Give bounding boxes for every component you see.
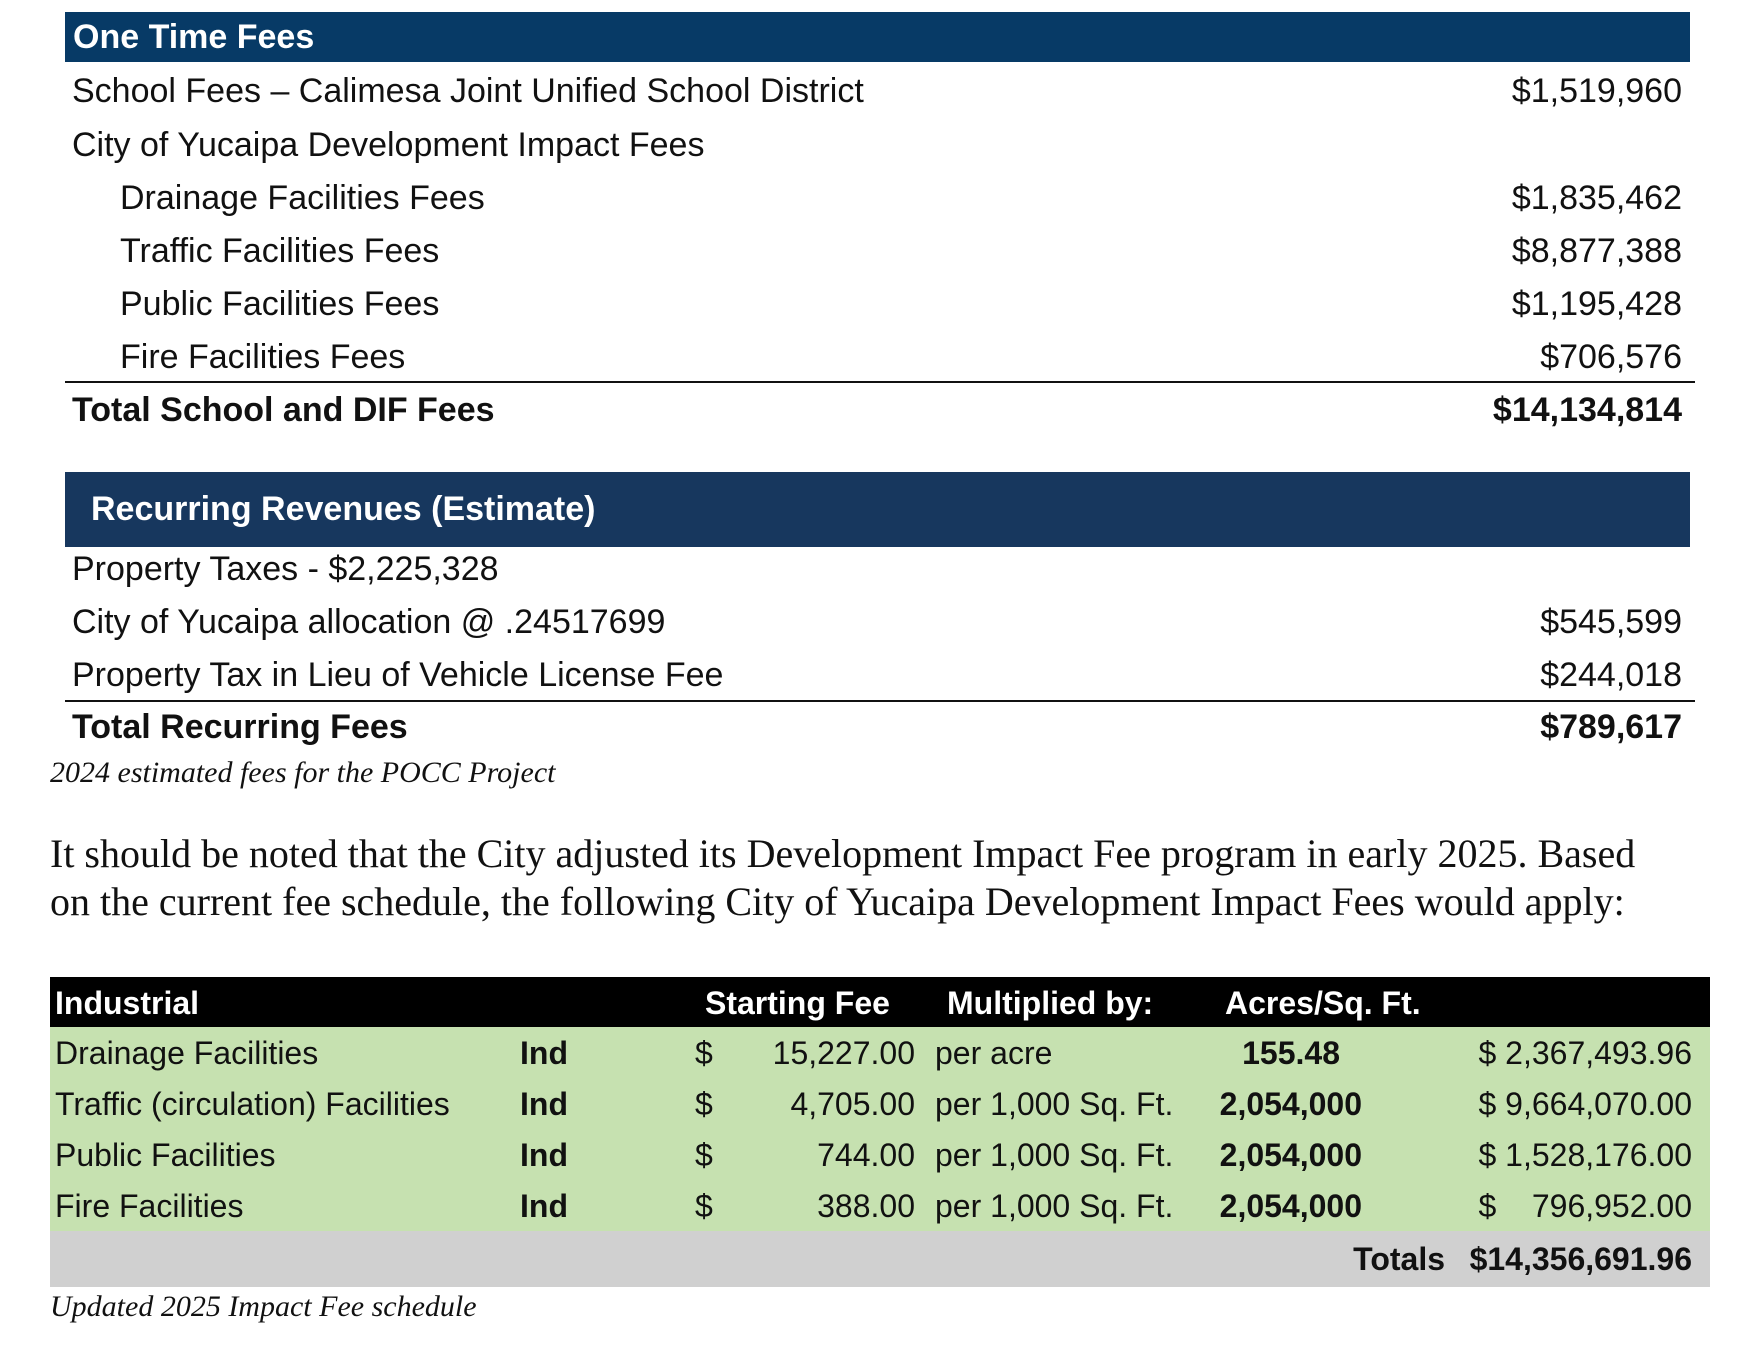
- fee-starting: 15,227.00: [772, 1035, 915, 1071]
- fee-row-total: [72, 391, 1682, 435]
- totals-amount: $14,356,691.96: [1469, 1241, 1692, 1277]
- fee-total: $ 1,528,176.00: [1478, 1137, 1692, 1173]
- row-label: Public Facilities Fees: [120, 285, 440, 323]
- fee-unit: per 1,000 Sq. Ft.: [935, 1188, 1174, 1224]
- fee-qty: 155.48: [1242, 1035, 1340, 1071]
- fee-name: Fire Facilities: [55, 1188, 244, 1224]
- row-amount: $1,519,960: [1511, 72, 1682, 110]
- fee-qty: 2,054,000: [1219, 1086, 1362, 1122]
- table-row: [50, 1078, 1710, 1129]
- fee-type: Ind: [520, 1137, 568, 1173]
- recurring-header: [65, 472, 1690, 547]
- recurring-row-total: [72, 708, 1682, 752]
- totals-label: Totals: [1353, 1241, 1445, 1277]
- row-amount: $244,018: [1540, 656, 1682, 694]
- fee-starting: 744.00: [817, 1137, 915, 1173]
- recurring-row-allocation: [72, 603, 1682, 647]
- row-label: School Fees – Calimesa Joint Unified School District: [72, 72, 864, 110]
- row-label: Fire Facilities Fees: [120, 338, 406, 376]
- total-label: Total Recurring Fees: [72, 708, 408, 746]
- row-amount: $545,599: [1540, 603, 1682, 641]
- fee-row-dif-heading: [72, 126, 1682, 170]
- row-label: City of Yucaipa Development Impact Fees: [72, 126, 705, 164]
- fee-type: Ind: [520, 1035, 568, 1071]
- recurring-row-vlf: [72, 656, 1682, 700]
- fee-starting: 4,705.00: [790, 1086, 915, 1122]
- fee-starting: 388.00: [817, 1188, 915, 1224]
- table-row: [50, 1180, 1710, 1231]
- row-amount: $8,877,388: [1511, 232, 1682, 270]
- fee-total: $ 2,367,493.96: [1478, 1035, 1692, 1071]
- fee-row-fire: [120, 338, 1682, 382]
- fee-dollar: $: [695, 1035, 713, 1071]
- impact-fee-table: [50, 977, 1710, 1287]
- total-divider: [65, 381, 1695, 383]
- recurring-row-property-taxes: [72, 550, 1682, 594]
- row-label: Traffic Facilities Fees: [120, 232, 440, 270]
- row-amount: $1,835,462: [1511, 179, 1682, 217]
- one-time-fees-title: One Time Fees: [73, 18, 315, 56]
- row-amount: $706,576: [1540, 338, 1682, 376]
- row-label: Drainage Facilities Fees: [120, 179, 485, 217]
- row-label: Property Tax in Lieu of Vehicle License Fee: [72, 656, 724, 694]
- header-multiplied-by: Multiplied by:: [947, 985, 1154, 1021]
- table-row: [50, 1129, 1710, 1180]
- fee-row-drainage: [120, 179, 1682, 223]
- fee-dollar: $: [695, 1188, 713, 1224]
- total-label: Total School and DIF Fees: [72, 391, 495, 429]
- fee-row-school: [72, 72, 1682, 116]
- fee-type: Ind: [520, 1086, 568, 1122]
- header-acres-sqft: Acres/Sq. Ft.: [1225, 985, 1421, 1021]
- header-industrial: Industrial: [55, 985, 200, 1021]
- fee-row-traffic: [120, 232, 1682, 276]
- total-amount: $14,134,814: [1492, 391, 1682, 429]
- one-time-fees-header: [65, 12, 1690, 62]
- fee-row-public: [120, 285, 1682, 329]
- row-amount: $1,195,428: [1511, 285, 1682, 323]
- paragraph-line-1: It should be noted that the City adjusted its Development Impact Fee program in early 2025. Based: [50, 831, 1636, 876]
- fee-unit: per acre: [935, 1035, 1053, 1071]
- fee-type: Ind: [520, 1188, 568, 1224]
- fee-dollar: $: [695, 1137, 713, 1173]
- row-label: City of Yucaipa allocation @ .24517699: [72, 603, 666, 641]
- table-row: [50, 1027, 1710, 1078]
- caption-2024: 2024 estimated fees for the POCC Project: [50, 756, 556, 789]
- fee-unit: per 1,000 Sq. Ft.: [935, 1137, 1174, 1173]
- fee-table-header: [50, 977, 1710, 1027]
- fee-total: $ 796,952.00: [1478, 1188, 1692, 1224]
- recurring-divider: [65, 700, 1695, 702]
- fee-dollar: $: [695, 1086, 713, 1122]
- caption-2025: Updated 2025 Impact Fee schedule: [50, 1290, 477, 1323]
- totals-row: [50, 1231, 1710, 1287]
- header-starting-fee: Starting Fee: [705, 985, 890, 1021]
- fee-unit: per 1,000 Sq. Ft.: [935, 1086, 1174, 1122]
- row-label: Property Taxes - $2,225,328: [72, 550, 499, 588]
- fee-qty: 2,054,000: [1219, 1137, 1362, 1173]
- recurring-title: Recurring Revenues (Estimate): [91, 490, 596, 528]
- fee-name: Drainage Facilities: [55, 1035, 319, 1071]
- total-amount: $789,617: [1540, 708, 1682, 746]
- fee-total: $ 9,664,070.00: [1478, 1086, 1692, 1122]
- body-paragraph: [50, 830, 1730, 926]
- fee-name: Traffic (circulation) Facilities: [55, 1086, 450, 1122]
- fee-name: Public Facilities: [55, 1137, 276, 1173]
- paragraph-line-2: on the current fee schedule, the following City of Yucaipa Development Impact Fees would apply:: [50, 879, 1625, 924]
- fee-qty: 2,054,000: [1219, 1188, 1362, 1224]
